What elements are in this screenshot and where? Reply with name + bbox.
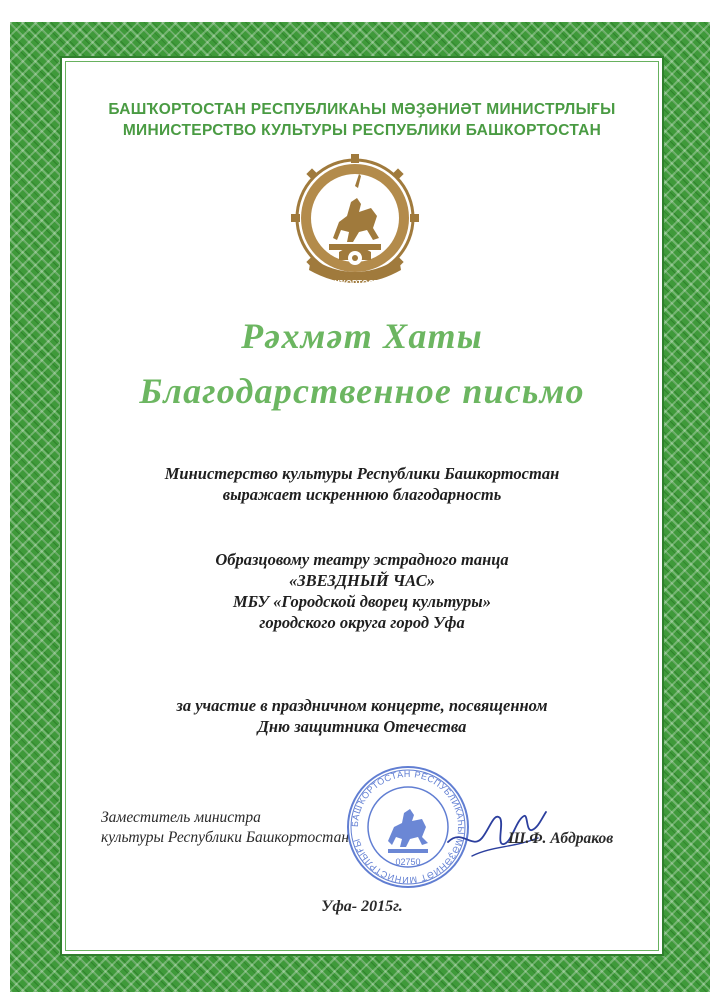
signatory-position-line-1: Заместитель министра [101, 809, 261, 826]
svg-text:БАШҠОРТОСТАН: БАШҠОРТОСТАН [320, 279, 390, 288]
certificate-border [10, 22, 710, 992]
issuer-line: Министерство культуры Республики Башкортостан [164, 464, 560, 483]
signatory-position-line-2: культуры Республики Башкортостан [101, 829, 350, 846]
recipient-line-3: МБУ «Городской дворец культуры» [233, 592, 491, 611]
coat-of-arms-icon [289, 146, 421, 306]
certificate-sheet [60, 56, 664, 956]
title-russian: Благодарственное письмо [139, 371, 585, 411]
signatory-name: Ш.Ф. Абдраков [508, 830, 614, 847]
gratitude-line: выражает искреннюю благодарность [222, 485, 502, 504]
reason-line-2: Дню защитника Отечества [257, 717, 467, 736]
ministry-name-bashkir: БАШҠОРТОСТАН РЕСПУБЛИКАҺЫ МӘҘӘНИӘТ МИНИСТРЛЫҒЫ [108, 101, 616, 118]
svg-text:02750: 02750 [395, 857, 421, 867]
svg-text:БАШҠОРТОСТАН РЕСПУБЛИКАҺЫ МӘҘӘ: БАШҠОРТОСТАН РЕСПУБЛИКАҺЫ МӘҘӘНИӘТ МИНИСТРЛЫҒЫ [349, 768, 467, 886]
title-bashkir: Рәхмәт Хаты [241, 316, 483, 356]
reason-line-1: за участие в праздничном концерте, посвященном [176, 696, 548, 715]
place-and-date: Уфа- 2015г. [321, 898, 403, 915]
recipient-line-4: городского округа город Уфа [259, 613, 465, 632]
signatory-position [101, 808, 349, 848]
recipient-line-1: Образцовому театру эстрадного танца [215, 550, 509, 569]
ministry-name-russian: МИНИСТЕРСТВО КУЛЬТУРЫ РЕСПУБЛИКИ БАШКОРТОСТАН [122, 122, 602, 139]
recipient-line-2: «ЗВЕЗДНЫЙ ЧАС» [288, 571, 436, 590]
